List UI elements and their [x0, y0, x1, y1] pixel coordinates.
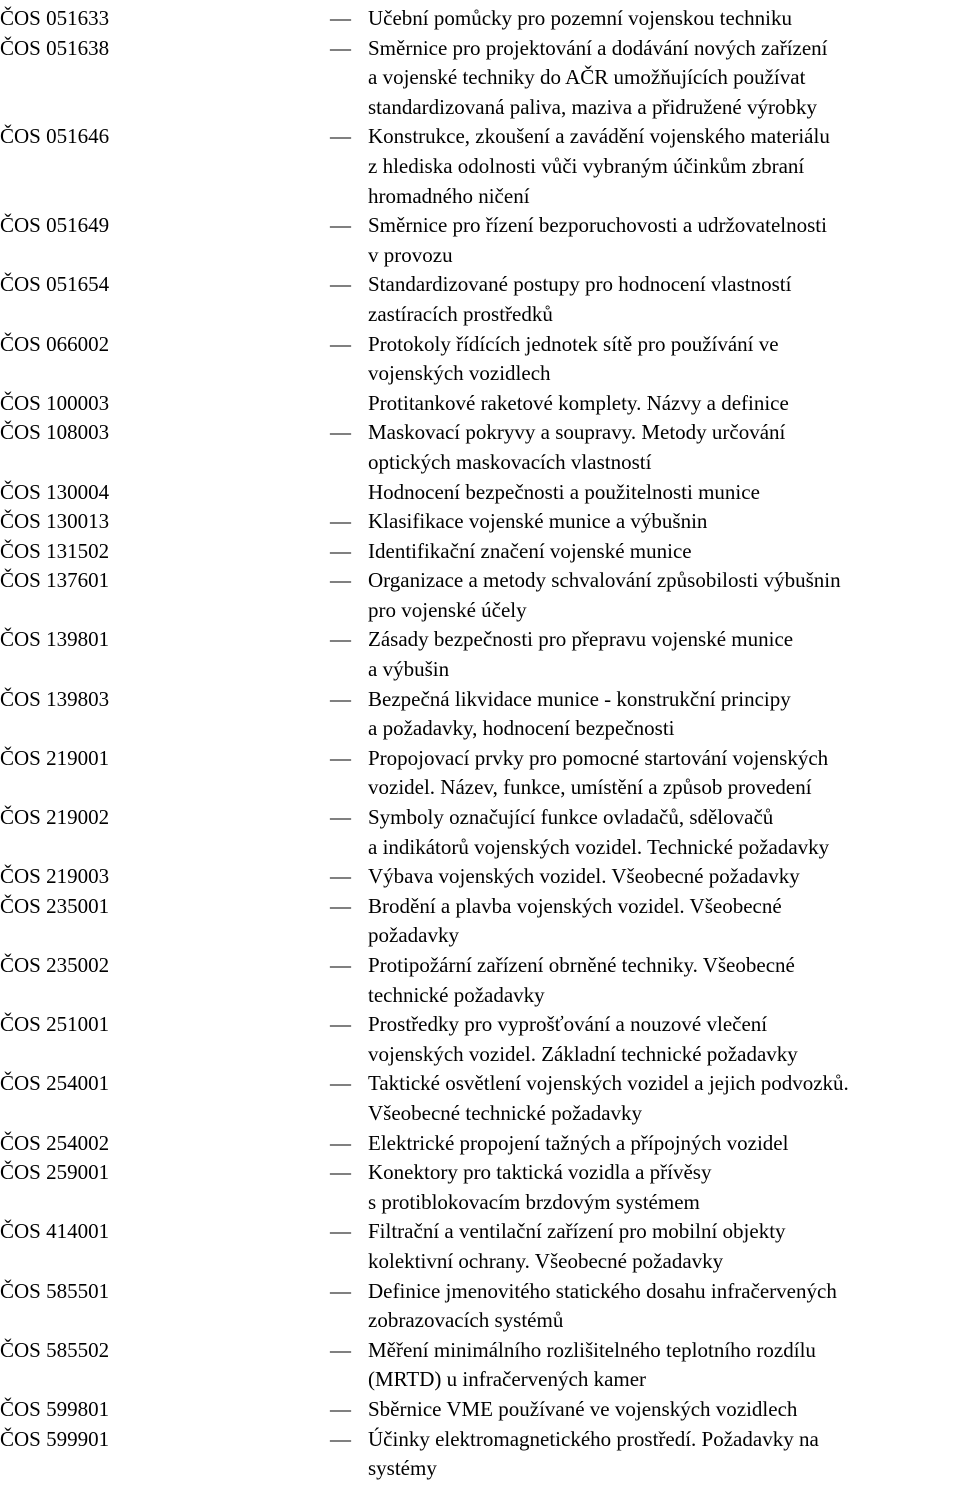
dash-separator: —	[330, 538, 351, 563]
dash-separator: —	[330, 1130, 351, 1155]
standard-code: ČOS 051646	[0, 124, 110, 149]
standard-title: Směrnice pro řízení bezporuchovosti a udržovatelnosti v provozu	[368, 213, 827, 267]
standard-title: Prostředky pro vyprošťování a nouzové vlečení vojenských vozidel. Základní technické požadavky	[368, 1012, 798, 1066]
dash-separator: —	[330, 568, 351, 593]
standard-title: Propojovací prvky pro pomocné startování vojenských vozidel. Název, funkce, umístění a způsob provedení	[368, 745, 829, 800]
standard-entry	[0, 744, 960, 803]
standard-entry	[0, 1129, 960, 1159]
standard-title: Zásady bezpečnosti pro přepravu vojenské munice a výbušin	[368, 627, 794, 682]
standard-title: Učební pomůcky pro pozemní vojenskou techniku	[368, 6, 792, 30]
standard-entry	[0, 862, 960, 892]
dash-separator: —	[330, 124, 351, 149]
standard-entry	[0, 1158, 960, 1217]
standard-code: ČOS 051654	[0, 272, 110, 297]
standard-code: ČOS 235002	[0, 953, 110, 977]
standard-title: Výbava vojenských vozidel. Všeobecné požadavky	[368, 864, 800, 889]
dash-separator: —	[330, 864, 351, 889]
standard-code: ČOS 108003	[0, 420, 110, 445]
standard-title: Klasifikace vojenské munice a výbušnin	[368, 509, 708, 534]
standard-code: ČOS 251001	[0, 1012, 110, 1037]
standard-entry	[0, 803, 960, 862]
standard-title: Maskovací pokryvy a soupravy. Metody určování optických maskovacích vlastností	[368, 420, 786, 474]
standard-entry	[0, 389, 960, 419]
standards-list	[0, 4, 960, 1484]
standard-title: Standardizované postupy pro hodnocení vlastností zastíracích prostředků	[368, 272, 792, 326]
dash-separator: —	[330, 6, 351, 30]
dash-separator: —	[330, 331, 351, 356]
standard-title: Protokoly řídících jednotek sítě pro používání ve vojenských vozidlech	[368, 331, 779, 386]
standard-title: Směrnice pro projektování a dodávání nových zařízení a vojenské techniky do AČR umožňujících používat standardizovaná paliva, maziva a přidružené výrobky	[368, 35, 828, 119]
standard-title: Měření minimálního rozlišitelného teplotního rozdílu (MRTD) u infračervených kamer	[368, 1337, 816, 1392]
dash-separator: —	[330, 272, 351, 297]
standard-title: Protitankové raketové komplety. Názvy a definice	[368, 390, 789, 415]
standard-code: ČOS 219003	[0, 864, 110, 889]
dash-separator: —	[330, 1012, 351, 1037]
standard-code: ČOS 414001	[0, 1219, 110, 1244]
dash-separator: —	[330, 35, 351, 60]
standard-entry	[0, 1277, 960, 1336]
standard-code: ČOS 137601	[0, 568, 110, 593]
standard-title: Organizace a metody schvalování způsobilosti výbušnin pro vojenské účely	[368, 568, 841, 622]
standard-code: ČOS 051649	[0, 213, 110, 238]
standard-code: ČOS 051633	[0, 6, 110, 30]
standard-entry	[0, 122, 960, 211]
standard-title: Taktické osvětlení vojenských vozidel a jejich podvozků. Všeobecné technické požadavky	[368, 1071, 849, 1125]
dash-separator: —	[330, 745, 351, 770]
standard-code: ČOS 254001	[0, 1071, 110, 1096]
standard-code: ČOS 051638	[0, 35, 110, 60]
standard-code: ČOS 259001	[0, 1160, 110, 1185]
standard-title: Hodnocení bezpečnosti a použitelnosti munice	[368, 479, 760, 504]
standard-title: Sběrnice VME používané ve vojenských vozidlech	[368, 1396, 798, 1421]
standard-entry	[0, 4, 960, 34]
standard-code: ČOS 066002	[0, 331, 110, 356]
standard-entry	[0, 1217, 960, 1276]
standard-code: ČOS 599901	[0, 1426, 110, 1451]
standard-code: ČOS 585502	[0, 1337, 110, 1362]
standard-title: Brodění a plavba vojenských vozidel. Všeobecné požadavky	[368, 893, 782, 948]
standard-code: ČOS 219002	[0, 805, 110, 830]
standard-entry	[0, 270, 960, 329]
standard-entry	[0, 951, 960, 1010]
dash-separator: —	[330, 509, 351, 534]
standard-code: ČOS 130004	[0, 479, 110, 504]
standard-entry	[0, 507, 960, 537]
standard-title: Filtrační a ventilační zařízení pro mobilní objekty kolektivní ochrany. Všeobecné požadavky	[368, 1219, 786, 1273]
dash-separator: —	[330, 1071, 351, 1096]
standard-title: Identifikační značení vojenské munice	[368, 538, 692, 563]
dash-separator: —	[330, 953, 351, 977]
dash-separator: —	[330, 1396, 351, 1421]
standard-code: ČOS 131502	[0, 538, 110, 563]
standard-entry	[0, 1069, 960, 1128]
standard-title: Účinky elektromagnetického prostředí. Požadavky na systémy	[368, 1426, 819, 1481]
standard-title: Definice jmenovitého statického dosahu infračervených zobrazovacích systémů	[368, 1278, 837, 1333]
dash-separator: —	[330, 213, 351, 238]
dash-separator: —	[330, 1219, 351, 1244]
standard-title: Konektory pro taktická vozidla a přívěsy s protiblokovacím brzdovým systémem	[368, 1160, 712, 1214]
dash-separator: —	[330, 893, 351, 918]
standard-code: ČOS 100003	[0, 390, 110, 415]
standard-entry	[0, 1395, 960, 1425]
standard-code: ČOS 219001	[0, 745, 110, 770]
dash-separator: —	[330, 1337, 351, 1362]
standard-entry	[0, 1010, 960, 1069]
standard-code: ČOS 585501	[0, 1278, 110, 1303]
dash-separator: —	[330, 805, 351, 830]
dash-separator: —	[330, 1278, 351, 1303]
standard-code: ČOS 130013	[0, 509, 110, 534]
dash-separator: —	[330, 627, 351, 652]
standard-entry	[0, 1336, 960, 1395]
standard-title: Symboly označující funkce ovladačů, sdělovačů a indikátorů vojenských vozidel. Technické požadavky	[368, 805, 830, 859]
standard-entry	[0, 34, 960, 123]
dash-separator: —	[330, 686, 351, 711]
standard-entry	[0, 892, 960, 951]
standard-entry	[0, 211, 960, 270]
standard-code: ČOS 139801	[0, 627, 110, 652]
dash-separator: —	[330, 1426, 351, 1451]
standard-title: Elektrické propojení tažných a přípojných vozidel	[368, 1130, 789, 1155]
dash-separator: —	[330, 1160, 351, 1185]
standard-entry	[0, 685, 960, 744]
standard-title: Protipožární zařízení obrněné techniky. Všeobecné technické požadavky	[368, 953, 795, 1007]
standard-code: ČOS 139803	[0, 686, 110, 711]
standard-entry	[0, 537, 960, 567]
standard-entry	[0, 330, 960, 389]
standard-code: ČOS 254002	[0, 1130, 110, 1155]
standard-code: ČOS 235001	[0, 893, 110, 918]
standard-entry	[0, 566, 960, 625]
dash-separator: —	[330, 420, 351, 445]
standard-entry	[0, 418, 960, 477]
standard-entry	[0, 478, 960, 508]
standard-code: ČOS 599801	[0, 1396, 110, 1421]
standard-title: Bezpečná likvidace munice - konstrukční principy a požadavky, hodnocení bezpečnosti	[368, 686, 791, 741]
standard-title: Konstrukce, zkoušení a zavádění vojenského materiálu z hlediska odolnosti vůči vybraným účinkům zbraní hromadného ničení	[368, 124, 830, 208]
standard-entry	[0, 625, 960, 684]
standard-entry	[0, 1425, 960, 1484]
